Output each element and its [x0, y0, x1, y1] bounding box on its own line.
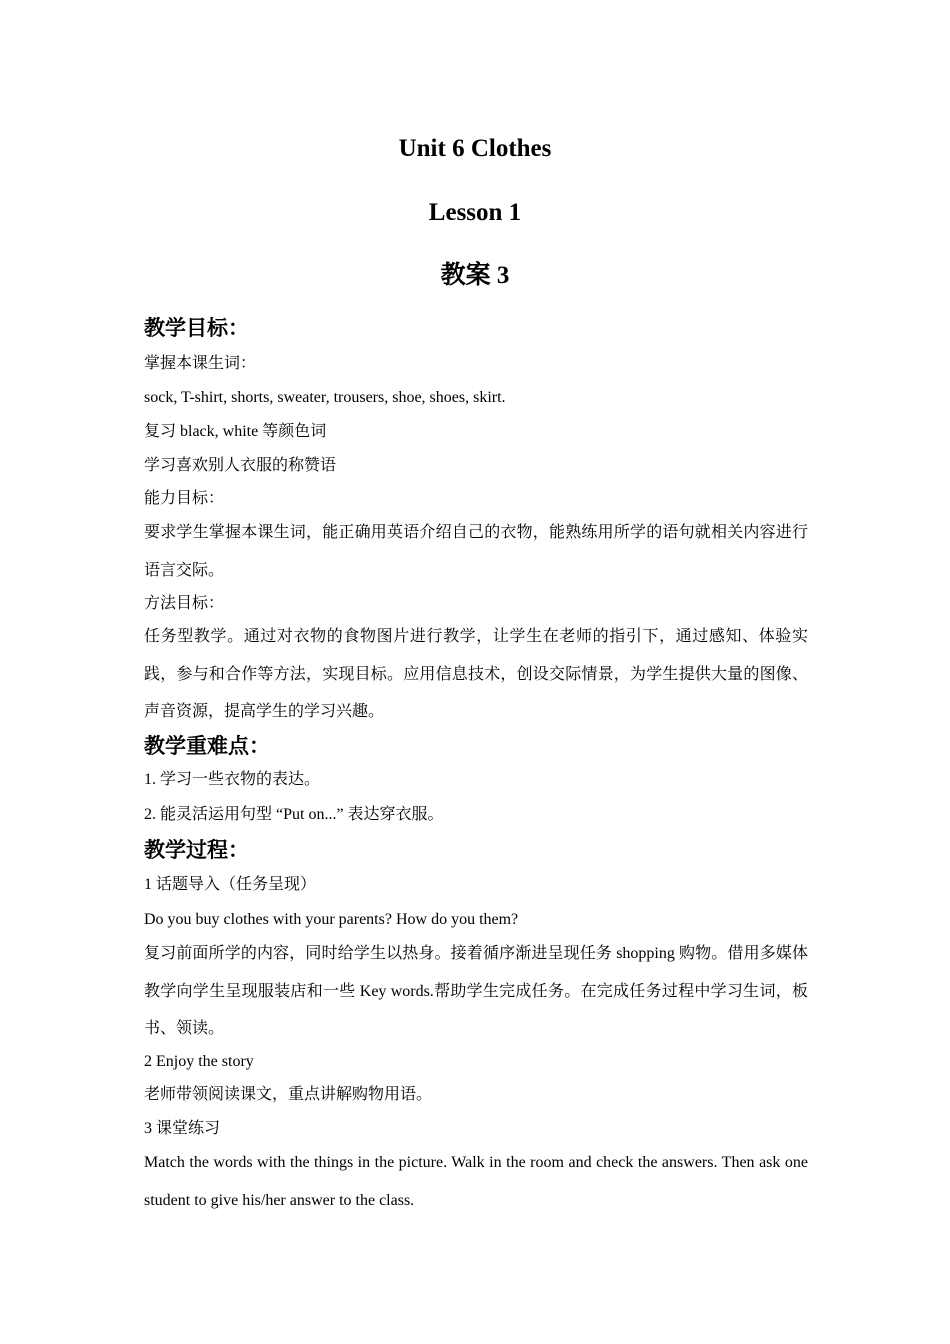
objectives-heading: 教学目标：: [144, 316, 249, 340]
step3-text: Match the words with the things in the picture. Walk in the room and check the answers. Then ask one student to give his/her answer to the class.: [144, 1154, 808, 1209]
ability-label: 能力目标：: [144, 490, 225, 507]
process-heading: 教学过程：: [144, 838, 249, 862]
key-point-item: 2. 能灵活运用句型 “Put on...” 表达穿衣服。: [144, 806, 444, 823]
unit-title: Unit 6 Clothes: [398, 135, 552, 162]
step2-title: 2 Enjoy the story: [144, 1053, 254, 1070]
step1-question: Do you buy clothes with your parents? How do you them?: [144, 911, 519, 928]
review-colors: 复习 black, white 等颜色词: [144, 423, 327, 440]
method-label: 方法目标：: [144, 595, 225, 612]
method-text: 任务型教学。通过对衣物的食物图片进行教学，让学生在老师的指引下，通过感知、体验实践，参与和合作等方法，实现目标。应用信息技术，创设交际情景，为学生提供大量的图像、声音资源，提高学生的学习兴趣。: [144, 628, 808, 720]
ability-text: 要求学生掌握本课生词，能正确用英语介绍自己的衣物，能熟练用所学的语句就相关内容进行语言交际。: [144, 524, 808, 579]
step1-title: 1 话题导入（任务呈现）: [144, 876, 317, 893]
step3-title: 3 课堂练习: [144, 1120, 221, 1137]
key-point-item: 1. 学习一些衣物的表达。: [144, 771, 321, 788]
step2-text: 老师带领阅读课文，重点讲解购物用语。: [144, 1086, 433, 1103]
key-points-heading: 教学重难点：: [144, 734, 270, 758]
knowledge-intro: 掌握本课生词：: [144, 355, 257, 372]
plan-title: 教案 3: [440, 262, 510, 289]
compliments-line: 学习喜欢别人衣服的称赞语: [144, 457, 337, 474]
vocabulary-list: sock, T-shirt, shorts, sweater, trousers, shoe, shoes, skirt.: [144, 389, 506, 406]
lesson-title: Lesson 1: [428, 199, 522, 226]
step1-text: 复习前面所学的内容，同时给学生以热身。接着循序渐进呈现任务 shopping 购物。借用多媒体教学向学生呈现服装店和一些 Key words.帮助学生完成任务。在完成任务过程中学习生词，板书、领读。: [144, 945, 808, 1037]
